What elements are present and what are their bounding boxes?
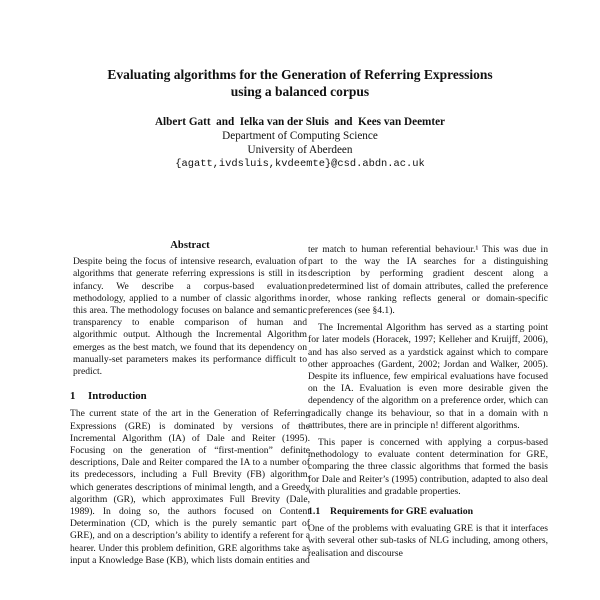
paragraph-3: This paper is concerned with applying a corpus-based methodology to evaluate content determination for GRE, comparing the three classic algorithms that formed the basis for Dale and Reiter’s (1995) contribution, adapted to also deal with pluralities and gradable properties. [308, 437, 548, 497]
subsection-heading [308, 506, 548, 518]
subsection-number: 1.1 [308, 506, 321, 518]
paper-title [60, 66, 540, 100]
introduction-text: The current state of the art in the Generation of Referring Expressions (GRE) is dominated by versions of the Incremental Algorithm (IA) of Dale and Reiter (1995). Focusing on the generation of “first-mention” definite descriptions, Dale and Reiter compared the IA to a number of its predecessors, including a Full Brevity (FB) algorithm, which generates descriptions of minimal length, and a Greedy algorithm (GR), which approximates Full Brevity (Dale, 1989). In doing so, the authors focused on Content Determination (CD, which is the purely semantic part of GRE), and on a description’s ability to identify a referent for a hearer. Under this problem definition, GRE algorithms take as input a Knowledge Base (KB), which lists domain entities and [70, 408, 310, 566]
abstract-text: Despite being the focus of intensive research, evaluation of algorithms that generate referring expressions is still in its infancy. We describe a corpus-based evaluation methodology, applied to a number of classic algorithms in this area. The methodology focuses on balance and semantic transparency to enable comparison of human and algorithmic output. Although the Incremental Algorithm emerges as the best match, we found that its dependency on manually-set parameters makes its performance difficult to predict. [73, 256, 307, 378]
section-number: 1 [70, 390, 76, 403]
paragraph-1: ter match to human referential behaviour.¹ This was due in part to the way the IA searches for a distinguishing description by performing gradient descent along a predetermined list of domain attributes, called the preference order, whose ranking reflects general or domain-specific preferences (see §4.1). [308, 244, 548, 317]
author-names: Albert Gatt and Ielka van der Sluis and Kees van Deemter [154, 116, 446, 128]
department: Department of Computing Science [222, 130, 378, 142]
left-column [70, 240, 310, 567]
abstract-heading: Abstract [170, 240, 210, 251]
paragraph-4: One of the problems with evaluating GRE is that it interfaces with several other sub-tasks of NLG including, among others, realisation and discourse [308, 523, 548, 559]
subsection-title: Requirements for GRE evaluation [330, 506, 474, 518]
section-title: Introduction [88, 390, 147, 403]
right-column [308, 244, 548, 560]
university: University of Aberdeen [247, 144, 353, 156]
title-line-2: using a balanced corpus [230, 84, 370, 99]
author-block [60, 115, 540, 171]
paragraph-2: The Incremental Algorithm has served as a starting point for later models (Horacek, 1997; Kelleher and Kruijff, 2006), and has also served as a yardstick against which to compare other approaches (Gardent, 2002; Jordan and Walker, 2005). Despite its influence, few empirical evaluations have focused on the IA. Evaluation is even more desirable given the dependency of the algorithm on a preference order, which can radically change its behaviour, so that in a domain with n attributes, there are in principle n! different algorithms. [308, 322, 548, 431]
author-email: {agatt,ivdsluis,kvdeemte}@csd.abdn.ac.uk [175, 158, 425, 170]
section-heading-introduction [70, 390, 310, 402]
title-line-1: Evaluating algorithms for the Generation of Referring Expressions [107, 67, 493, 82]
